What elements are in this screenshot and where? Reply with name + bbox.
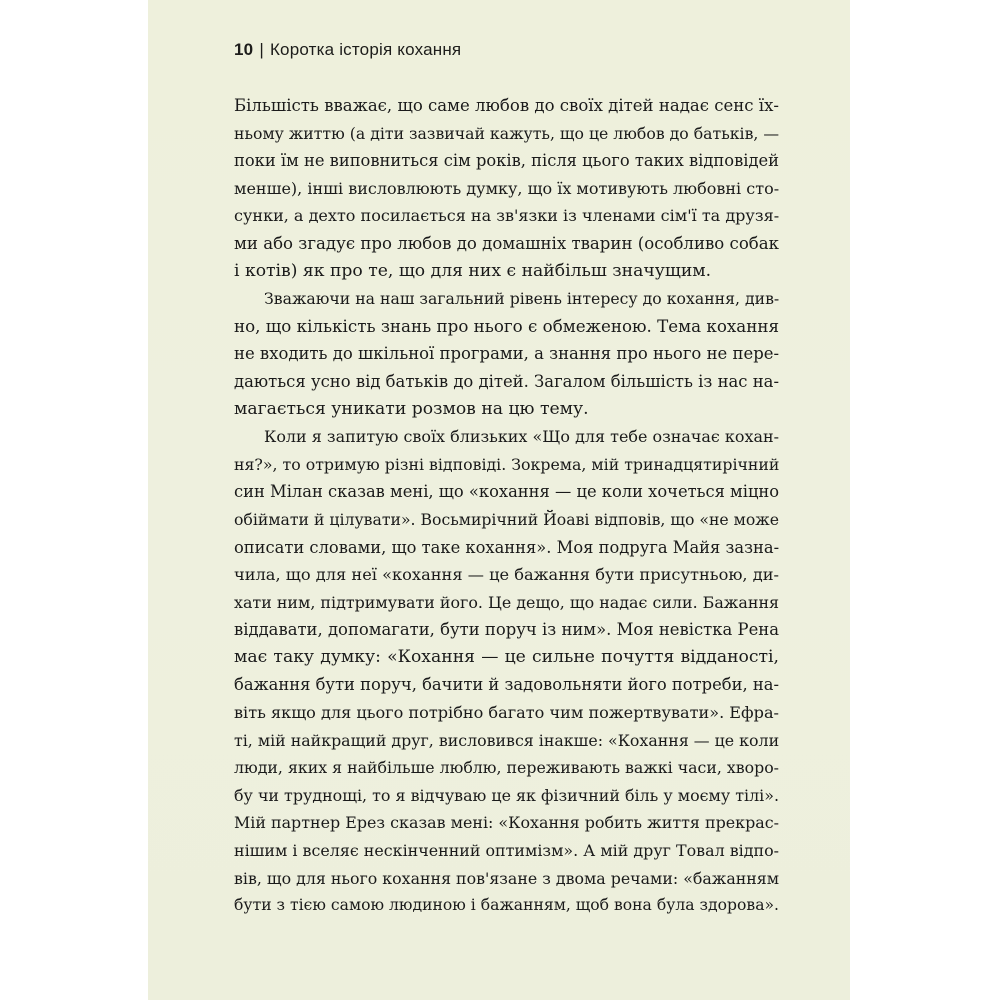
text-line: син Мілан сказав мені, що «кохання — це коли хочеться міцно: [234, 482, 780, 502]
body-text: [234, 92, 779, 920]
text-line: бу чи труднощі, то я відчуваю це як фізичний біль у моєму тілі».: [234, 785, 779, 805]
text-line: бути з тією самою людиною і бажанням, щоб вона була здорова».: [234, 896, 779, 915]
text-line: має таку думку: «Кохання — це сильне почуття відданості,: [234, 646, 779, 667]
page-number: 10: [234, 40, 254, 59]
header-separator: |: [259, 40, 264, 59]
text-line: Більшість вважає, що саме любов до своїх дітей надає сенс їх-: [234, 96, 779, 115]
text-line: не входить до шкільної програми, а знання про нього не пере-: [234, 344, 779, 364]
text-line: менше), інші висловлюють думку, що їх мотивують любовні сто-: [234, 178, 780, 198]
text-line: сунки, а дехто посилається на зв'язки із членами сім'ї та друзя-: [234, 206, 780, 226]
text-line: бажання бути поруч, бачити й задовольняти його потреби, на-: [234, 675, 779, 695]
text-line: ньому життю (а діти зазвичай кажуть, що це любов до батьків, —: [234, 123, 780, 143]
text-line: обіймати й цілувати». Восьмирічний Йоаві відповів, що «не може: [234, 509, 779, 529]
text-line: люди, яких я найбільше люблю, переживають важкі часи, хворо-: [234, 758, 779, 778]
text-line: ня?», то отримую різні відповіді. Зокрема, мій тринадцятирічний: [234, 454, 780, 474]
running-head: [234, 40, 461, 60]
book-page: [148, 0, 850, 1000]
text-line: віддавати, допомагати, бути поруч із ним». Моя невістка Рена: [234, 620, 779, 640]
text-line: Зважаючи на наш загальний рівень інтересу до кохання, див-: [264, 289, 780, 309]
text-line: но, що кількість знань про нього є обмеженою. Тема кохання: [234, 316, 780, 336]
text-line: описати словами, що таке кохання». Моя подруга Майя зазна-: [234, 537, 780, 557]
text-line: Мій партнер Ерез сказав мені: «Кохання робить життя прекрас-: [234, 813, 779, 833]
book-title: Коротка історія кохання: [269, 40, 462, 59]
text-line: чила, що для неї «кохання — це бажання бути присутньою, ди-: [234, 565, 779, 585]
text-line: ми або згадує про любов до домашніх тварин (особливо собак: [234, 233, 779, 253]
text-line: Коли я запитую своїх близьких «Що для тебе означає кохан-: [264, 427, 779, 447]
text-line: вів, що для нього кохання пов'язане з двома речами: «бажанням: [234, 868, 780, 888]
text-line: нішим і вселяє нескінченний оптимізм». А мій друг Товал відпо-: [234, 841, 779, 861]
text-line: хати ним, підтримувати його. Це дещо, що надає сили. Бажання: [234, 592, 780, 612]
text-line: поки їм не виповниться сім років, після цього таких відповідей: [234, 151, 779, 171]
text-line: ті, мій найкращий друг, висловився інакше: «Кохання — це коли: [234, 730, 780, 750]
text-line: віть якщо для цього потрібно багато чим пожертвувати». Ефра-: [234, 703, 779, 723]
text-line: і котів) як про те, що для них є найбільш значущим.: [234, 260, 712, 281]
text-line: даються усно від батьків до дітей. Загалом більшість із нас на-: [234, 371, 779, 391]
text-line: магається уникати розмов на цю тему.: [234, 398, 589, 419]
